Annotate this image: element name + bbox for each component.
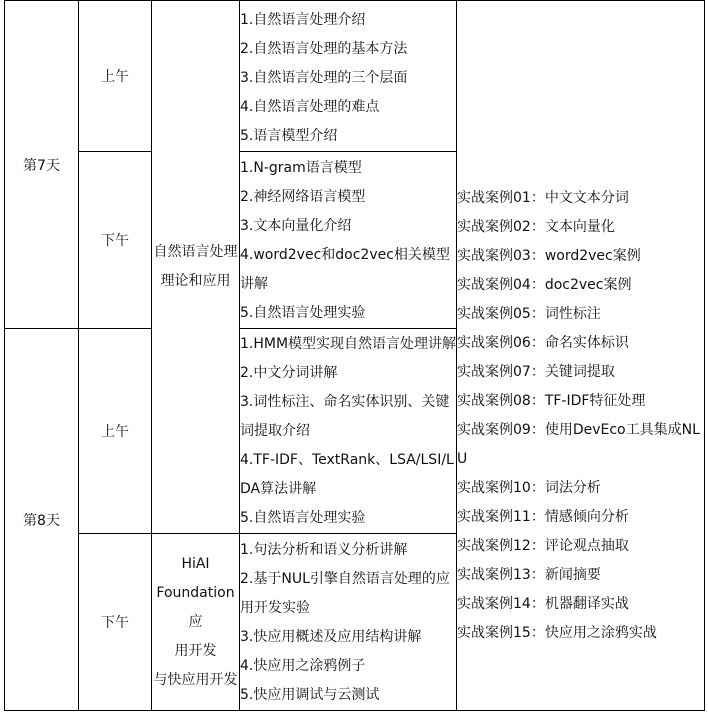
topic-item: 4.TF-IDF、TextRank、LSA/LSI/LDA算法讲解	[240, 451, 454, 497]
topic-item: 3.词性标注、命名实体识别、关键词提取介绍	[240, 393, 450, 439]
topic-item: 3.文本向量化介绍	[240, 218, 352, 234]
case-item: 实战案例02：文本向量化	[457, 219, 615, 235]
course-nlp-cell	[152, 1, 240, 534]
topic-item: 1.自然语言处理介绍	[240, 11, 366, 28]
course-nlp-line: 理论和应用	[160, 273, 231, 289]
case-item: 实战案例14：机器翻译实战	[457, 596, 629, 612]
topic-item: 4.快应用之涂鸦例子	[240, 658, 366, 674]
topic-item: 1.句法分析和语义分析讲解	[240, 542, 408, 558]
day-8-morning-cell: 上午	[79, 329, 152, 534]
course-nlp-line: 自然语言处理	[153, 244, 238, 260]
course-hiai-cell	[152, 534, 240, 711]
topics-day7-afternoon	[240, 152, 457, 329]
case-item: 实战案例07：关键词提取	[457, 364, 615, 380]
topics-day8-afternoon	[240, 534, 457, 711]
day-8-cell: 第8天	[5, 329, 79, 711]
day-8-afternoon-cell: 下午	[79, 534, 152, 711]
case-item: 实战案例04：doc2vec案例	[457, 277, 632, 293]
case-item: 实战案例11：情感倾向分析	[457, 509, 629, 525]
case-item: 实战案例09：使用DevEco工具集成NLU	[457, 422, 700, 467]
case-item: 实战案例12：评论观点抽取	[457, 538, 629, 554]
day-7-afternoon-cell: 下午	[79, 152, 152, 329]
topic-item: 5.快应用调试与云测试	[240, 687, 380, 703]
cases-cell	[457, 1, 705, 711]
case-item: 实战案例05：词性标注	[457, 306, 601, 322]
course-hiai-line: Foundation应	[156, 584, 235, 630]
case-item: 实战案例15：快应用之涂鸦实战	[457, 625, 657, 641]
case-item: 实战案例01：中文文本分词	[457, 190, 629, 206]
topic-item: 2.中文分词讲解	[240, 364, 338, 381]
course-hiai-line: HiAI	[181, 555, 210, 572]
topic-item: 2.自然语言处理的基本方法	[240, 40, 408, 57]
case-item: 实战案例13：新闻摘要	[457, 567, 601, 583]
topic-item: 4.word2vec和doc2vec相关模型讲解	[240, 247, 450, 292]
case-item: 实战案例08：TF-IDF特征处理	[457, 393, 646, 409]
case-item: 实战案例10：词法分析	[457, 480, 601, 496]
topics-day7-morning	[240, 1, 457, 152]
day-7-morning-cell: 上午	[79, 1, 152, 152]
case-item: 实战案例06：命名实体标识	[457, 335, 629, 351]
schedule-table	[4, 0, 705, 711]
topic-item: 1.HMM模型实现自然语言处理讲解	[240, 335, 456, 352]
topic-item: 4.自然语言处理的难点	[240, 98, 380, 115]
course-hiai-line: 用开发	[174, 642, 217, 659]
topic-item: 1.N-gram语言模型	[240, 160, 362, 176]
topic-item: 2.神经网络语言模型	[240, 189, 366, 205]
topic-item: 2.基于NUL引擎自然语言处理的应用开发实验	[240, 571, 450, 616]
topics-day8-morning	[240, 329, 457, 534]
topic-item: 5.自然语言处理实验	[240, 509, 366, 526]
topic-item: 3.自然语言处理的三个层面	[240, 69, 408, 86]
case-item: 实战案例03：word2vec案例	[457, 248, 641, 264]
topic-item: 5.自然语言处理实验	[240, 305, 366, 321]
topic-item: 3.快应用概述及应用结构讲解	[240, 629, 422, 645]
day-7-cell: 第7天	[5, 1, 79, 329]
topic-item: 5.语言模型介绍	[240, 127, 338, 144]
course-hiai-line: 与快应用开发	[153, 671, 238, 688]
